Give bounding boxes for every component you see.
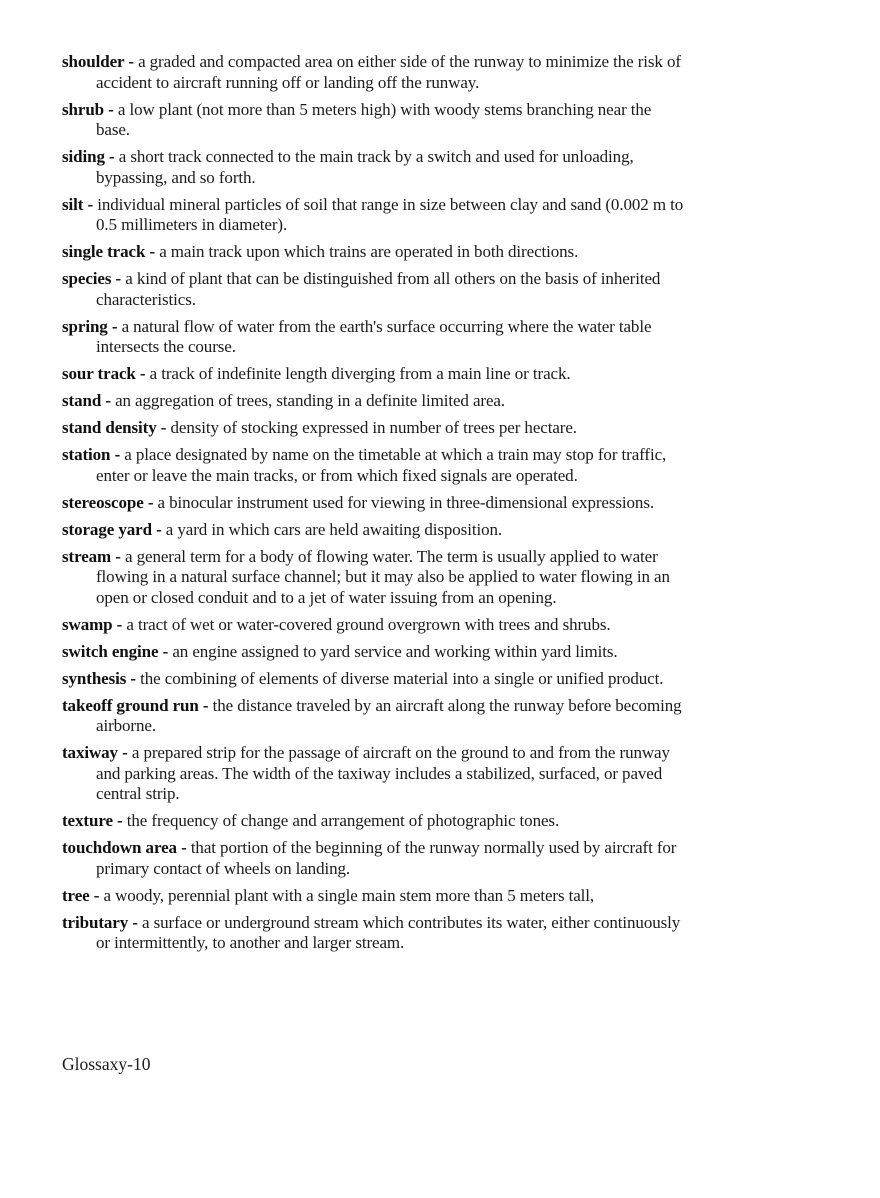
glossary-entry [62, 913, 686, 954]
glossary-definition: a surface or underground stream which contributes its water, either continuously or intermittently, to another and larger stream. [96, 912, 681, 952]
glossary-term: spring - [62, 316, 118, 336]
document-page [62, 52, 686, 960]
glossary-definition: an engine assigned to yard service and working within yard limits. [172, 641, 618, 661]
glossary-term: swamp - [62, 614, 123, 634]
glossary-term: single track - [62, 242, 156, 261]
glossary-entry [62, 838, 686, 879]
glossary-entry [62, 886, 686, 907]
glossary-definition: a natural flow of water from the earth's surface occurring where the water table intersects the course. [96, 316, 652, 356]
glossary-term: taxiway - [62, 743, 128, 762]
glossary-term: switch engine - [62, 641, 169, 661]
glossary-definition: density of stocking expressed in number of trees per hectare. [170, 418, 577, 437]
glossary-term: silt - [62, 194, 94, 214]
glossary-term: touchdown area - [62, 838, 187, 857]
glossary-term: shrub - [62, 99, 114, 119]
glossary-entry [62, 743, 686, 805]
glossary-entry [62, 615, 686, 636]
glossary-term: siding - [62, 147, 115, 166]
page-footer [62, 1054, 150, 1075]
glossary-definition: a tract of wet or water-covered ground overgrown with trees and shrubs. [126, 614, 611, 634]
glossary-definition: a short track connected to the main track by a switch and used for unloading, bypassing, and so forth. [96, 147, 634, 187]
glossary-term: tributary - [62, 912, 138, 932]
glossary-term: species - [62, 269, 122, 288]
glossary-entry [62, 317, 686, 358]
glossary-term: tree - [62, 885, 100, 905]
glossary-term: stereoscope - [62, 492, 154, 512]
glossary-definition: a graded and compacted area on either side of the runway to minimize the risk of accident to aircraft running off or landing off the runway. [96, 52, 681, 92]
glossary-definition: a place designated by name on the timetable at which a train may stop for traffic, enter or leave the main tracks, or from which fixed signals are operated. [96, 445, 667, 485]
glossary-entry [62, 520, 686, 541]
glossary-definition: a woody, perennial plant with a single main stem more than 5 meters tall, [103, 885, 595, 905]
glossary-entry [62, 242, 686, 263]
glossary-definition: that portion of the beginning of the runway normally used by aircraft for primary contact of wheels on landing. [96, 838, 677, 878]
glossary-definition: a kind of plant that can be distinguished from all others on the basis of inherited characteristics. [96, 269, 661, 309]
glossary-entry [62, 811, 686, 832]
glossary-entry [62, 547, 686, 609]
glossary-definition: a main track upon which trains are operated in both directions. [159, 242, 579, 261]
glossary-definition: a low plant (not more than 5 meters high) with woody stems branching near the base. [96, 99, 652, 139]
glossary-entry [62, 696, 686, 737]
glossary-term: stream - [62, 546, 121, 566]
page-footer-label: Glossaxy-10 [62, 1054, 151, 1074]
glossary-entry [62, 669, 686, 690]
glossary-entry [62, 269, 686, 310]
glossary-entry [62, 642, 686, 663]
glossary-term: shoulder - [62, 52, 134, 71]
glossary-entry [62, 147, 686, 188]
glossary-definition: a track of indefinite length diverging from a main line or track. [149, 364, 571, 383]
glossary-entry [62, 364, 686, 385]
glossary-definition: the distance traveled by an aircraft along the runway before becoming airborne. [96, 695, 682, 735]
glossary-entry [62, 445, 686, 486]
glossary-term: texture - [62, 811, 123, 830]
glossary-entry [62, 391, 686, 412]
glossary-definition: a binocular instrument used for viewing in three-dimensional expressions. [157, 492, 654, 512]
glossary-term: synthesis - [62, 668, 136, 688]
glossary-definition: a prepared strip for the passage of aircraft on the ground to and from the runway and parking areas. The width of the taxiway includes a stabilized, surfaced, or paved central strip. [96, 743, 670, 803]
glossary-entry [62, 418, 686, 439]
glossary-entry [62, 493, 686, 514]
glossary-term: sour track - [62, 364, 146, 383]
glossary-entry [62, 195, 686, 236]
glossary-list [62, 52, 686, 954]
glossary-term: storage yard - [62, 519, 162, 539]
glossary-term: stand - [62, 391, 111, 410]
glossary-definition: a yard in which cars are held awaiting disposition. [165, 519, 503, 539]
glossary-term: takeoff ground run - [62, 695, 209, 715]
glossary-definition: the combining of elements of diverse material into a single or unified product. [140, 668, 664, 688]
glossary-entry [62, 100, 686, 141]
glossary-entry [62, 52, 686, 93]
glossary-definition: the frequency of change and arrangement of photographic tones. [126, 811, 560, 830]
glossary-definition: an aggregation of trees, standing in a definite limited area. [115, 391, 506, 410]
glossary-definition: a general term for a body of flowing water. The term is usually applied to water flowing in a natural surface channel; but it may also be applied to water flowing in an open or closed conduit and to a jet of water issuing from an opening. [96, 546, 670, 607]
glossary-term: station - [62, 445, 121, 464]
glossary-term: stand density - [62, 418, 167, 437]
glossary-definition: individual mineral particles of soil that range in size between clay and sand (0.002 m to 0.5 millimeters in diameter). [96, 194, 684, 234]
